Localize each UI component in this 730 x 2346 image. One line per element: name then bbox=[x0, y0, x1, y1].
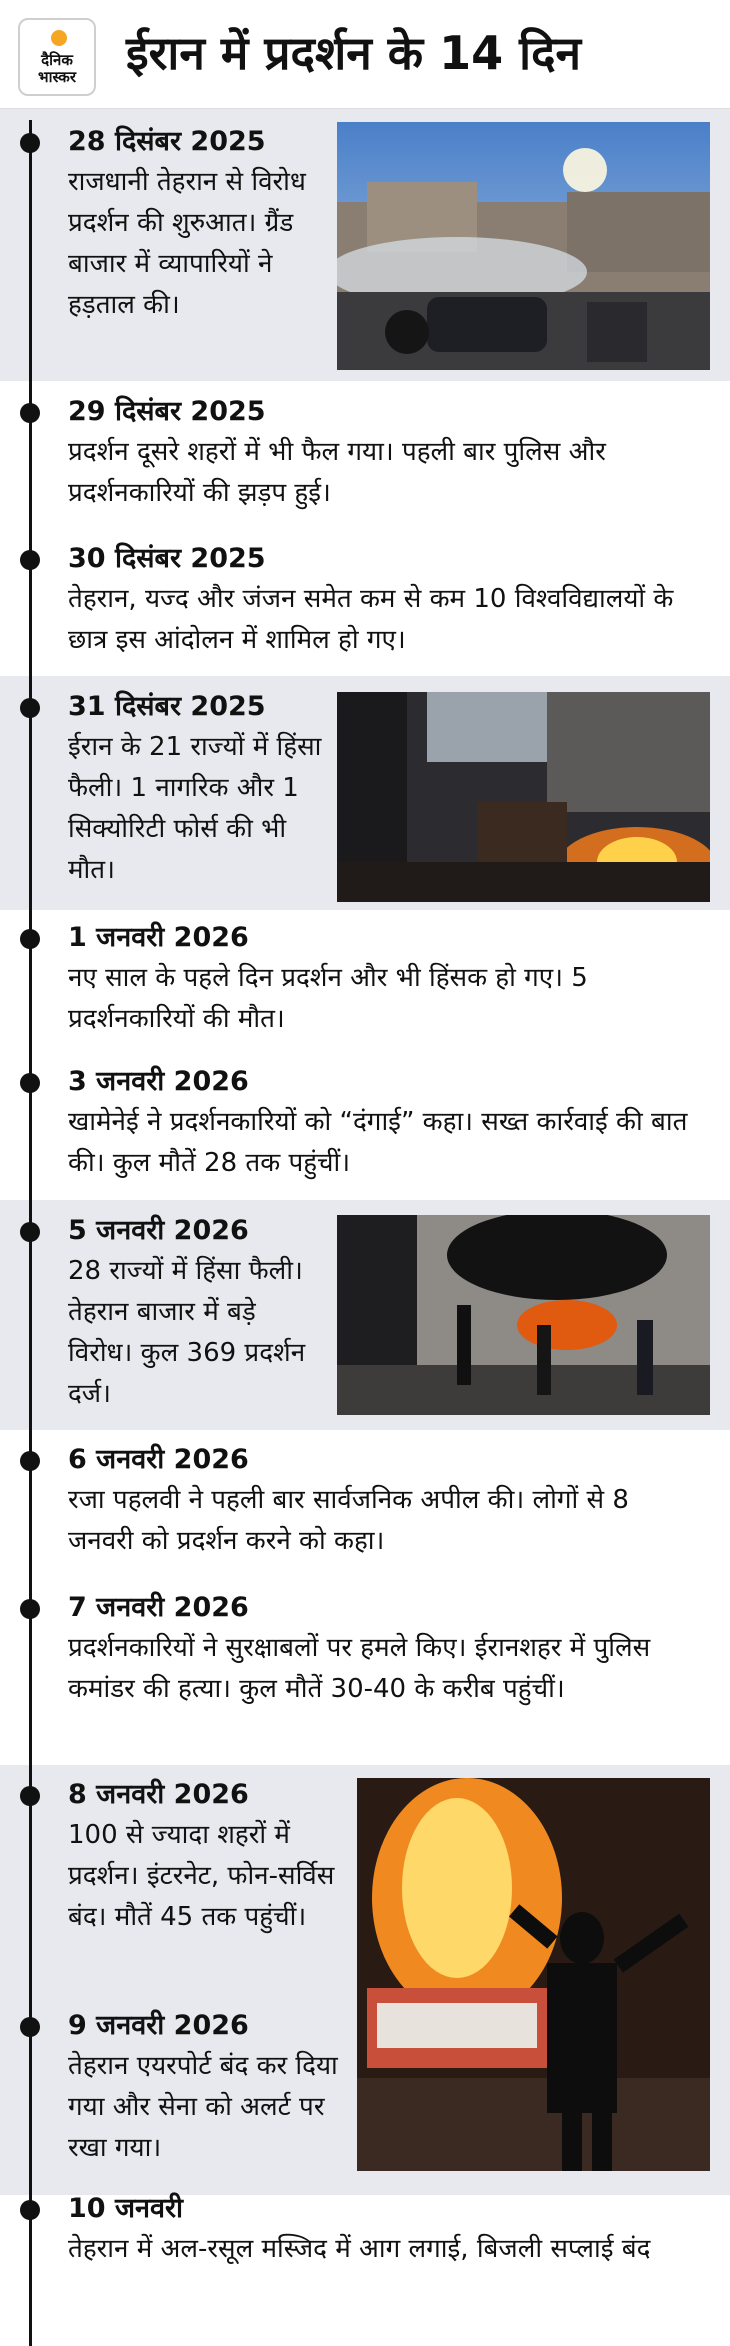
sun-icon bbox=[51, 30, 67, 46]
timeline-dot-7 bbox=[20, 1222, 40, 1242]
protest-street-photo bbox=[337, 122, 710, 370]
timeline-dot-6 bbox=[20, 1073, 40, 1093]
burning-protest-photo bbox=[337, 1215, 710, 1415]
event-text: नए साल के पहले दिन प्रदर्शन और भी हिंसक हो गए। 5 प्रदर्शनकारियों की मौत। bbox=[68, 963, 588, 1034]
event-text: प्रदर्शन दूसरे शहरों में भी फैल गया। पहली बार पुलिस और प्रदर्शनकारियों की झड़प हुई। bbox=[68, 437, 606, 508]
event-text: तेहरान एयरपोर्ट बंद कर दिया गया और सेना को अलर्ट पर रखा गया। bbox=[68, 2051, 338, 2163]
event-date: 1 जनवरी 2026 bbox=[68, 922, 249, 953]
event-date: 10 जनवरी bbox=[68, 2193, 184, 2224]
timeline-dot-12 bbox=[20, 2200, 40, 2220]
event-date: 5 जनवरी 2026 bbox=[68, 1215, 249, 1246]
event-text: प्रदर्शनकारियों ने सुरक्षाबलों पर हमले किए। ईरानशहर में पुलिस कमांडर की हत्या। कुल मौतें 30-40 के करीब पहुंचीं। bbox=[68, 1633, 651, 1704]
event-text: 100 से ज्यादा शहरों में प्रदर्शन। इंटरनेट, फोन-सर्विस बंद। मौतें 45 तक पहुंचीं। bbox=[68, 1820, 335, 1932]
logo-line1: दैनिक bbox=[41, 51, 73, 69]
event-date: 8 जनवरी 2026 bbox=[68, 1779, 249, 1810]
page-title: ईरान में प्रदर्शन के 14 दिन bbox=[126, 26, 582, 80]
timeline-dot-5 bbox=[20, 929, 40, 949]
timeline-dot-9 bbox=[20, 1599, 40, 1619]
timeline-dot-3 bbox=[20, 550, 40, 570]
timeline-dot-11 bbox=[20, 2017, 40, 2037]
event-date: 28 दिसंबर 2025 bbox=[68, 126, 266, 157]
timeline-dot-8 bbox=[20, 1451, 40, 1471]
event-text: तेहरान, यज्द और जंजन समेत कम से कम 10 विश्वविद्यालयों के छात्र इस आंदोलन में शामिल हो गए। bbox=[68, 584, 674, 655]
event-text: तेहरान में अल-रसूल मस्जिद में आग लगाई, बिजली सप्लाई बंद bbox=[68, 2234, 651, 2264]
event-date: 29 दिसंबर 2025 bbox=[68, 396, 266, 427]
dainik-bhaskar-logo bbox=[18, 18, 96, 96]
event-date: 6 जनवरी 2026 bbox=[68, 1444, 249, 1475]
event-date: 30 दिसंबर 2025 bbox=[68, 543, 266, 574]
event-text: खामेनेई ने प्रदर्शनकारियों को “दंगाई” कहा। सख्त कार्रवाई की बात की। कुल मौतें 28 तक पहुंचीं। bbox=[68, 1107, 688, 1178]
event-text: रजा पहलवी ने पहली बार सार्वजनिक अपील की। लोगों से 8 जनवरी को प्रदर्शन करने को कहा। bbox=[68, 1485, 629, 1556]
timeline-dot-2 bbox=[20, 403, 40, 423]
event-text: राजधानी तेहरान से विरोध प्रदर्शन की शुरुआत। ग्रैंड बाजार में व्यापारियों ने हड़ताल की। bbox=[68, 167, 306, 320]
logo-line2: भास्कर bbox=[38, 68, 76, 86]
event-date: 7 जनवरी 2026 bbox=[68, 1592, 249, 1623]
event-date: 9 जनवरी 2026 bbox=[68, 2010, 249, 2041]
header bbox=[0, 0, 730, 109]
timeline-dot-4 bbox=[20, 698, 40, 718]
bonfire-protester-photo bbox=[357, 1778, 710, 2171]
street-fire-photo bbox=[337, 692, 710, 902]
event-date: 3 जनवरी 2026 bbox=[68, 1066, 249, 1097]
event-date: 31 दिसंबर 2025 bbox=[68, 691, 266, 722]
timeline-dot-10 bbox=[20, 1786, 40, 1806]
timeline-dot-1 bbox=[20, 133, 40, 153]
event-text: 28 राज्यों में हिंसा फैली। तेहरान बाजार में बड़े विरोध। कुल 369 प्रदर्शन दर्ज। bbox=[68, 1256, 306, 1409]
event-text: ईरान के 21 राज्यों में हिंसा फैली। 1 नागरिक और 1 सिक्योरिटी फोर्स की भी मौत। bbox=[68, 732, 322, 885]
